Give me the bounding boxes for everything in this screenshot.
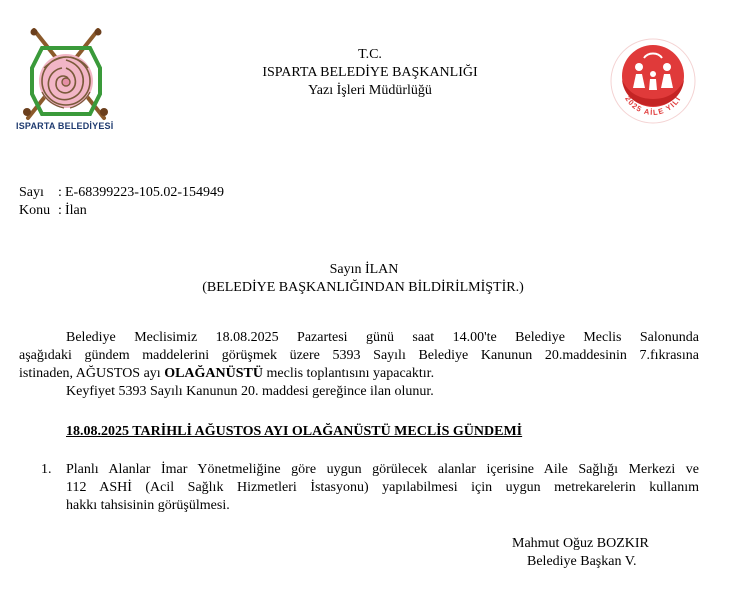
logo-caption: ISPARTA BELEDİYESİ xyxy=(16,121,114,131)
agenda-item-line: Planlı Alanlar İmar Yönetmeliğine göre uygun görülecek alanlar içerisine Aile Sağlığı Merkezi ve xyxy=(66,462,699,477)
signatory-title: Belediye Başkan V. xyxy=(527,554,637,569)
sayi-separator: : xyxy=(58,185,62,200)
addressee: Sayın İLAN xyxy=(329,262,399,277)
konu-label: Konu xyxy=(19,203,51,218)
addressee-note: (BELEDİYE BAŞKANLIĞINDAN BİLDİRİLMİŞTİR.) xyxy=(202,280,524,295)
body-paragraph xyxy=(19,329,699,401)
header-tc: T.C. xyxy=(358,47,382,62)
konu-separator: : xyxy=(58,203,62,218)
agenda-item xyxy=(66,461,699,515)
body-line: Belediye Meclisimiz 18.08.2025 Pazartesi günü saat 14.00'te Belediye Meclis Salonunda xyxy=(66,330,699,345)
agenda-item-line: hakkı tahsisinin görüşülmesi. xyxy=(66,498,230,513)
body-line: istinaden, AĞUSTOS ayı OLAĞANÜSTÜ meclis toplantısını yapacaktır. xyxy=(19,366,435,381)
aile-yili-caption: 2025 AİLE YILI xyxy=(623,94,683,117)
extraordinary-emphasis: OLAĞANÜSTÜ xyxy=(164,366,263,381)
agenda-item-number: 1. xyxy=(41,462,52,477)
body-announcement-line: Keyfiyet 5393 Sayılı Kanunun 20. maddesi gereğince ilan olunur. xyxy=(66,384,434,399)
header-organization: ISPARTA BELEDİYE BAŞKANLIĞI xyxy=(262,65,478,80)
agenda-title: 18.08.2025 TARİHLİ AĞUSTOS AYI OLAĞANÜSTÜ MECLİS GÜNDEMİ xyxy=(66,424,523,439)
body-line: aşağıdaki gündem maddelerini görüşmek üzere 5393 Sayılı Belediye Kanunun 20.maddesinin 7.fıkrasına xyxy=(19,348,699,363)
sayi-label: Sayı xyxy=(19,185,44,200)
konu-value: İlan xyxy=(65,203,87,218)
header-department: Yazı İşleri Müdürlüğü xyxy=(308,83,432,98)
agenda-item-line: 112 ASHİ (Acil Sağlık Hizmetleri İstasyonu) yapılabilmesi için uygun metrekarelerin kullanım xyxy=(66,480,699,495)
signatory-name: Mahmut Oğuz BOZKIR xyxy=(512,536,649,551)
sayi-value: E-68399223-105.02-154949 xyxy=(65,185,225,200)
